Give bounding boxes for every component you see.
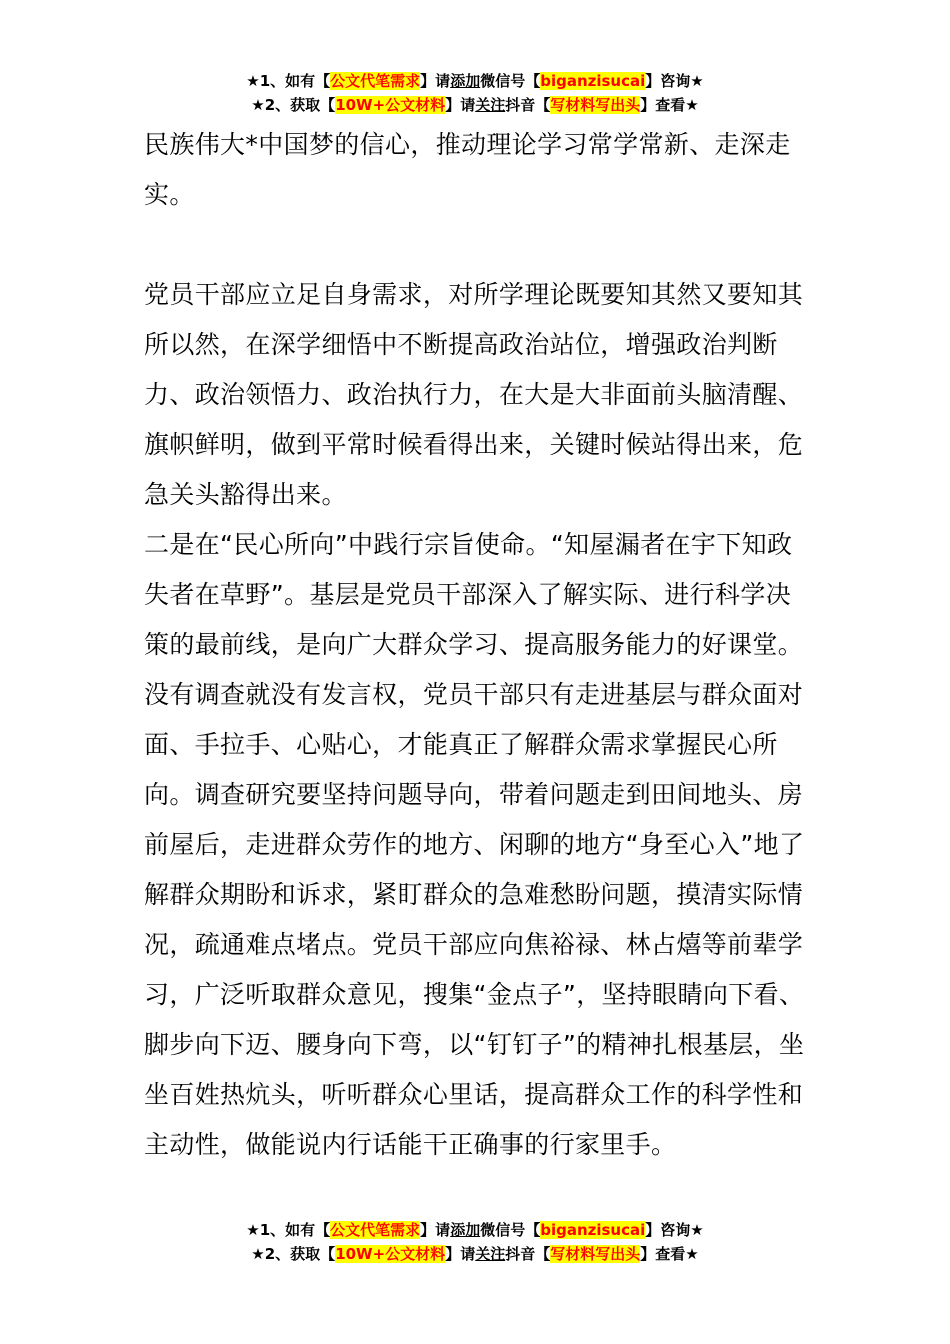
paragraph-gap xyxy=(144,220,808,270)
paragraph-2: 党员干部应立足自身需求，对所学理论既要知其然又要知其所以然，在深学细悟中不断提高政治站位，增强政治判断力、政治领悟力、政治执行力，在大是大非面前头脑清醒、旗帜鲜明，做到平常时候看得出来，关键时候站得出来，危急关头豁得出来。 xyxy=(144,280,804,509)
highlight-wechat-id: biganzisucai xyxy=(540,1221,646,1239)
header-banner xyxy=(0,69,950,117)
star-icon: ★ xyxy=(251,1245,265,1263)
highlight-materials: 10W+公文材料 xyxy=(335,96,446,114)
highlight-wechat-id: biganzisucai xyxy=(540,72,646,90)
document-body xyxy=(144,120,808,1170)
highlight-service: 公文代笔需求 xyxy=(330,1221,421,1239)
paragraph-3: 二是在“民心所向”中践行宗旨使命。“知屋漏者在宇下知政失者在草野”。基层是党员干部深入了解实际、进行科学决策的最前线，是向广大群众学习、提高服务能力的好课堂。没有调查就没有发言权，党员干部只有走进基层与群众面对面、手拉手、心贴心，才能真正了解群众需求掌握民心所向。调查研究要坚持问题导向，带着问题走到田间地头、房前屋后，走进群众劳作的地方、闲聊的地方“身至心入”地了解群众期盼和诉求，紧盯群众的急难愁盼问题，摸清实际情况，疏通难点堵点。党员干部应向焦裕禄、林占熺等前辈学习，广泛听取群众意见，搜集“金点子”，坚持眼睛向下看、脚步向下迈、腰身向下弯，以“钉钉子”的精神扎根基层，坐坐百姓热炕头，听听群众心里话，提高群众工作的科学性和主动性，做能说内行话能干正确事的行家里手。 xyxy=(144,530,805,1159)
highlight-service: 公文代笔需求 xyxy=(330,72,421,90)
highlight-materials: 10W+公文材料 xyxy=(335,1245,446,1263)
banner-line-2: ★2、获取【10W+公文材料】请关注抖音【写材料写出头】查看★ xyxy=(251,96,699,114)
footer-banner xyxy=(0,1218,950,1266)
highlight-douyin-id: 写材料写出头 xyxy=(550,96,641,114)
star-icon: ★ xyxy=(246,72,260,90)
star-icon: ★ xyxy=(246,1221,260,1239)
paragraph-1: 民族伟大*中国梦的信心，推动理论学习常学常新、走深走实。 xyxy=(144,130,791,209)
star-icon: ★ xyxy=(251,96,265,114)
highlight-douyin-id: 写材料写出头 xyxy=(550,1245,641,1263)
banner-line-1: ★1、如有【公文代笔需求】请添加微信号【biganzisucai】咨询★ xyxy=(246,72,704,90)
banner-line-2: ★2、获取【10W+公文材料】请关注抖音【写材料写出头】查看★ xyxy=(251,1245,699,1263)
banner-line-1: ★1、如有【公文代笔需求】请添加微信号【biganzisucai】咨询★ xyxy=(246,1221,704,1239)
